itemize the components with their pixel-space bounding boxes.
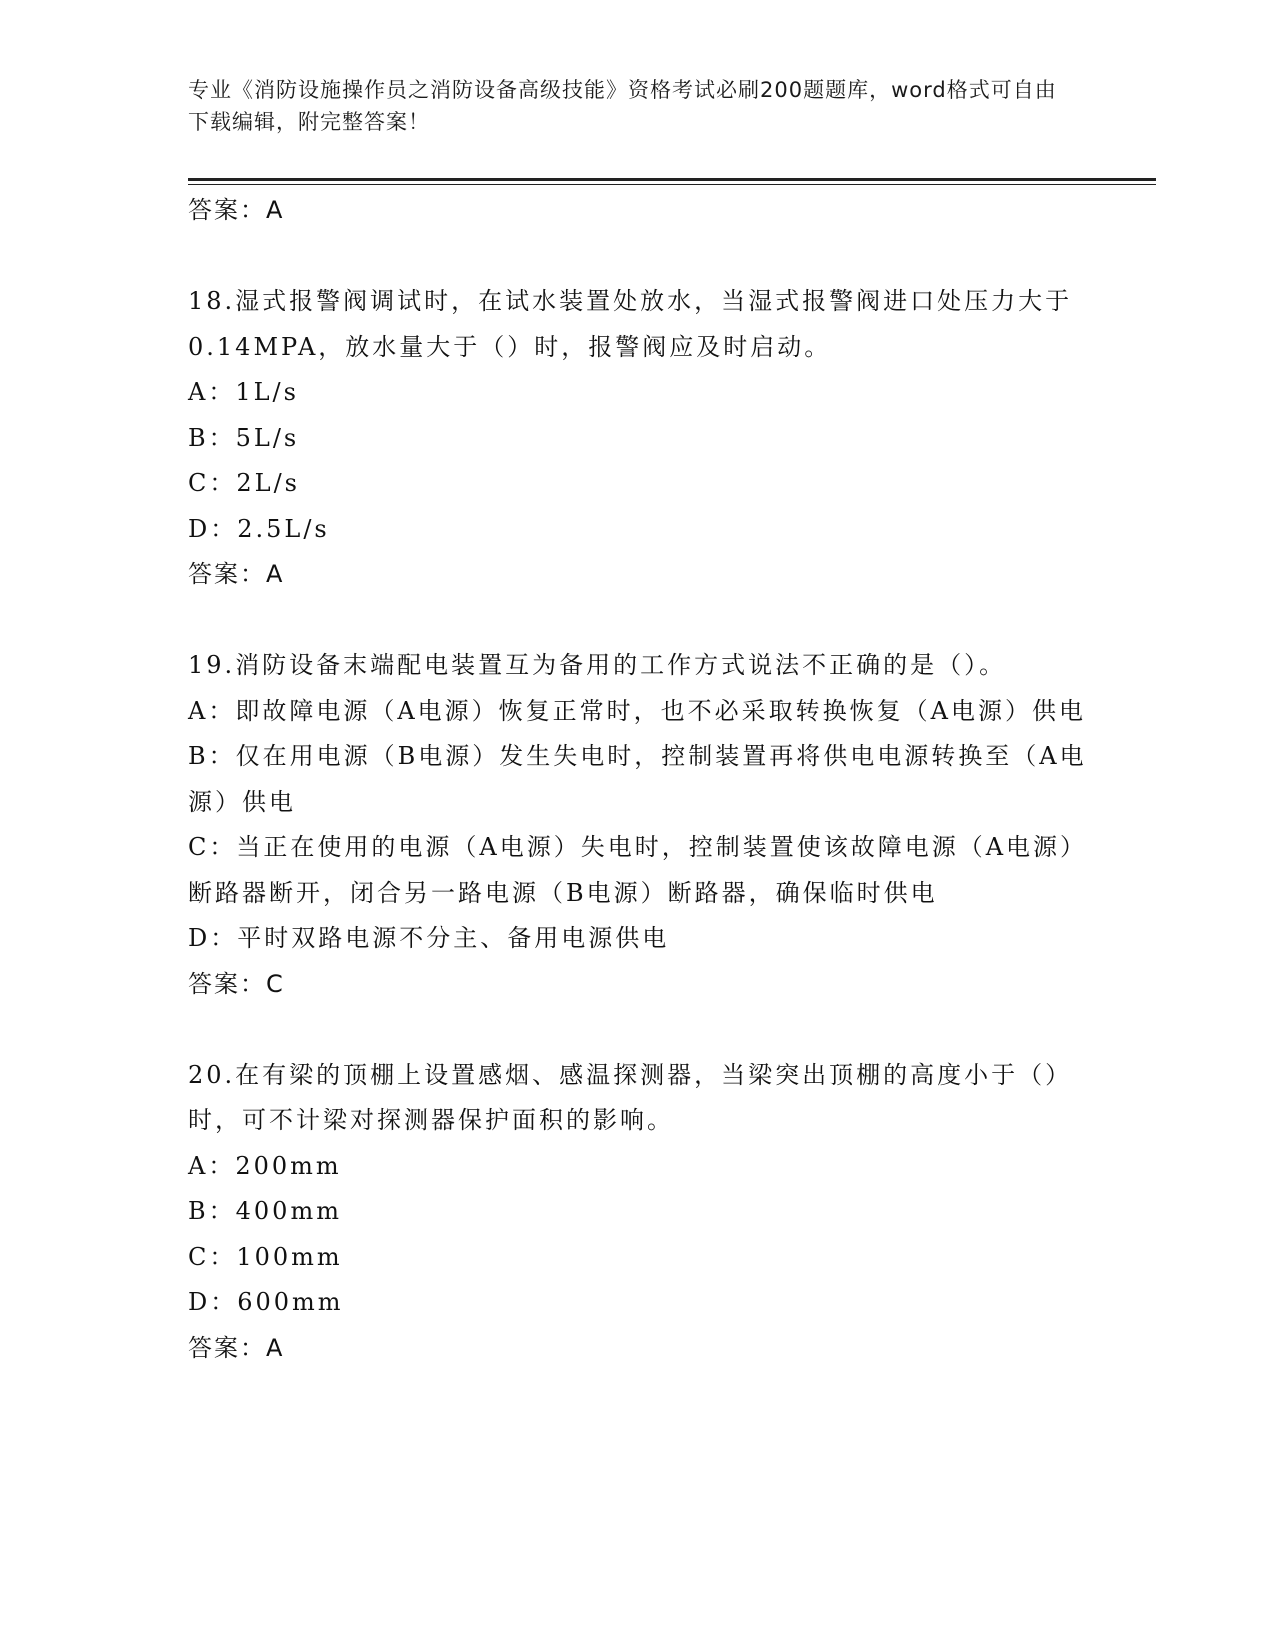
- question-answer: 答案：A: [188, 1333, 285, 1362]
- question-19: [188, 643, 1088, 1007]
- option-d: D：2.5L/s: [188, 514, 330, 543]
- question-answer: 答案：A: [188, 560, 285, 588]
- option-a: A：1L/s: [188, 378, 299, 406]
- question-stem: 19.消防设备末端配电装置互为备用的工作方式说法不正确的是（）。: [188, 651, 1007, 679]
- header-rule-thin: [188, 184, 1156, 185]
- option-b: B：400mm: [188, 1197, 342, 1225]
- option-c: C：当正在使用的电源（A电源）失电时，控制装置使该故障电源（A电源）断路器断开，闭合另一路电源（B电源）断路器，确保临时供电: [188, 833, 1088, 907]
- question-20: [188, 1053, 1088, 1371]
- option-c: C：2L/s: [188, 469, 300, 497]
- option-b: B：5L/s: [188, 423, 300, 452]
- question-answer: 答案：C: [188, 969, 285, 998]
- header-rule-thick: [188, 178, 1156, 181]
- option-b: B：仅在用电源（B电源）发生失电时，控制装置再将供电电源转换至（A电源）供电: [188, 742, 1087, 816]
- question-stem: 18.湿式报警阀调试时，在试水装置处放水，当湿式报警阀进口处压力大于0.14MPA，放水量大于（）时，报警阀应及时启动。: [188, 287, 1073, 361]
- option-a: A：即故障电源（A电源）恢复正常时，也不必采取转换恢复（A电源）供电: [188, 696, 1086, 725]
- previous-answer: 答案：A: [188, 196, 285, 224]
- question-18: [188, 279, 1088, 597]
- question-stem: 20.在有梁的顶棚上设置感烟、感温探测器，当梁突出顶棚的高度小于（）时，可不计梁对探测器保护面积的影响。: [188, 1060, 1073, 1134]
- document-body: [188, 188, 1088, 1371]
- option-c: C：100mm: [188, 1242, 343, 1271]
- document-header: 专业《消防设施操作员之消防设备高级技能》资格考试必刷200题题库，word格式可自由下载编辑，附完整答案！: [188, 78, 1057, 134]
- option-a: A：200mm: [188, 1151, 342, 1180]
- option-d: D：平时双路电源不分主、备用电源供电: [188, 924, 670, 952]
- option-d: D：600mm: [188, 1288, 344, 1316]
